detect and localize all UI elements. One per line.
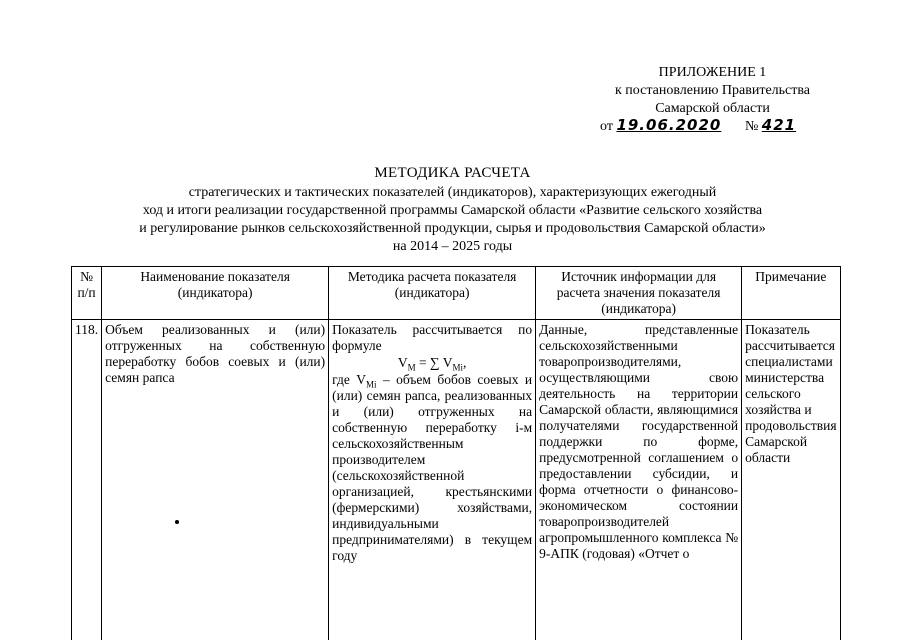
handwritten-date: 19.06.2020 bbox=[616, 116, 722, 134]
appendix-block bbox=[595, 64, 830, 118]
methodology-table bbox=[71, 266, 841, 640]
subtitle-line-3: и регулирование рынков сельскохозяйственной продукции, сырья и продовольствия Самарской области» bbox=[139, 221, 766, 236]
document-title: МЕТОДИКА РАСЧЕТА bbox=[374, 165, 531, 181]
subtitle-line-2: ход и итоги реализации государственной программы Самарской области «Развитие сельского хозяйства bbox=[142, 203, 763, 218]
formula: $V_M$ = ∑ $V_{Mi}$, bbox=[397, 355, 467, 373]
header-note: Примечание bbox=[742, 267, 840, 320]
subtitle-line-1: стратегических и тактических показателей (индикаторов), характеризующих ежегодный bbox=[188, 185, 717, 200]
method-intro: Показатель рассчитывается по формуле bbox=[332, 322, 533, 353]
header-calculation-method: Методика расчета показателя (индикатора) bbox=[329, 267, 536, 320]
indicator-name: Объем реализованных и (или) отгруженных на собственную переработку бобов соевых и (или) семян рапса bbox=[102, 320, 329, 640]
header-indicator-name: Наименование показателя (индикатора) bbox=[102, 267, 329, 320]
appendix-line-region: Самарской области bbox=[655, 101, 770, 116]
method-where: где V bbox=[332, 372, 367, 387]
note: Показатель рассчитывается специалистами министерства сельского хозяйства и продовольствия Самарской области bbox=[742, 320, 840, 640]
appendix-line-resolution: к постановлению Правительства bbox=[614, 83, 811, 98]
subtitle-line-4: на 2014 – 2025 годы bbox=[392, 239, 513, 254]
information-source: Данные, представленные сельскохозяйственными товаропроизводителями, осуществляющими свою деятельность на территории Самарской области, являющимися получателями государственной поддержки по форме, предусмотренной соглашением о предоставлении субсидии, и форма отчетности о финансово-экономическом состоянии товаропроизводителей агропромышленного комплекса № 9-АПК (годовая) «Отчет о bbox=[536, 320, 742, 640]
appendix-title: ПРИЛОЖЕНИЕ 1 bbox=[658, 65, 767, 80]
table-header-row bbox=[72, 267, 841, 320]
table-row bbox=[72, 320, 841, 640]
resolution-date-number bbox=[600, 116, 802, 135]
header-number: № п/п bbox=[72, 267, 102, 320]
scan-speck bbox=[175, 520, 179, 524]
handwritten-number: 421 bbox=[761, 116, 797, 134]
document-heading bbox=[80, 164, 825, 256]
method-description: – объем бобов соевых и (или) семян рапса, реализованных и (или) отгруженных на собственную переработку i-м сельскохозяйственным производителем (сельскохозяйственной организацией, крестьянскими (фермерскими) хозяйствами, индивидуальными предпринимателями) в текущем году bbox=[332, 372, 533, 563]
number-prefix: № bbox=[744, 119, 759, 134]
date-prefix: от bbox=[600, 119, 613, 134]
header-information-source: Источник информации для расчета значения показателя (индикатора) bbox=[536, 267, 742, 320]
calculation-method: Показатель рассчитывается по формуле $V_M$ = ∑ $V_{Mi}$, где $V_{Mi}$ – объем бобов соевых и (или) семян рапса, реализованных и (или) отгруженных на собственную переработку i-м сельскохозяйственным производителем (сельскохозяйственной организацией, крестьянскими (фермерскими) хозяйствами, индивидуальными предпринимателями) в текущем году bbox=[329, 320, 536, 640]
row-number: 118. bbox=[72, 320, 102, 640]
